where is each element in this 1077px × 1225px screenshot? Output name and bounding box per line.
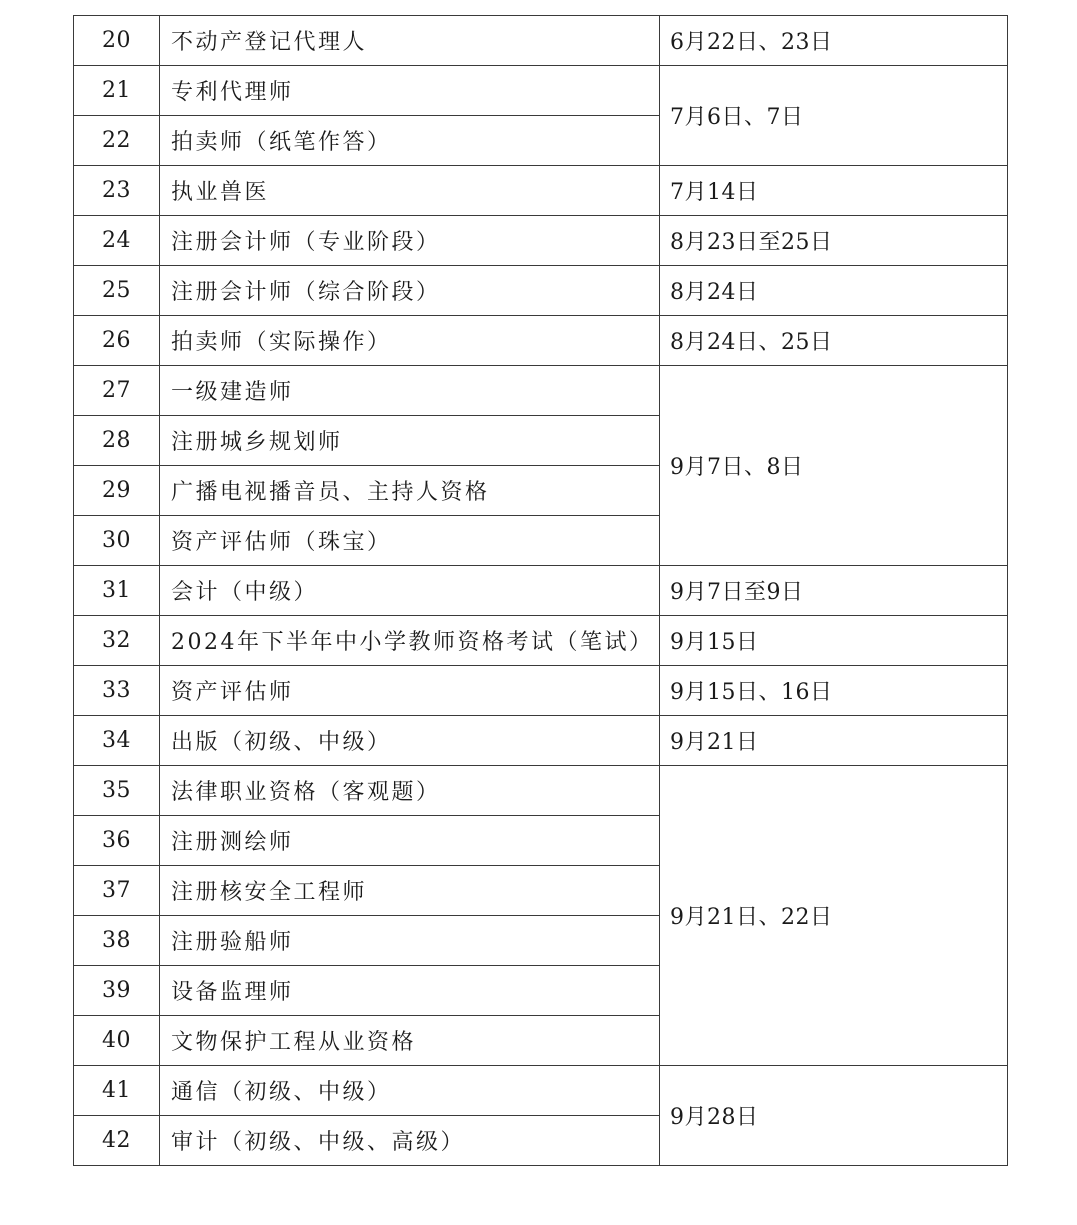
row-number: 22 <box>74 116 160 166</box>
exam-date: 9月7日、8日 <box>660 366 1008 566</box>
exam-date: 6月22日、23日 <box>660 16 1008 66</box>
exam-name: 资产评估师（珠宝） <box>160 516 660 566</box>
exam-schedule-table <box>73 15 1008 1166</box>
exam-name: 出版（初级、中级） <box>160 716 660 766</box>
exam-date: 8月24日、25日 <box>660 316 1008 366</box>
row-number: 30 <box>74 516 160 566</box>
exam-date: 9月15日 <box>660 616 1008 666</box>
row-number: 27 <box>74 366 160 416</box>
table-row <box>74 316 1008 366</box>
exam-name: 拍卖师（纸笔作答） <box>160 116 660 166</box>
exam-date: 7月6日、7日 <box>660 66 1008 166</box>
table-row <box>74 366 1008 416</box>
exam-name: 通信（初级、中级） <box>160 1066 660 1116</box>
exam-date: 9月21日 <box>660 716 1008 766</box>
row-number: 39 <box>74 966 160 1016</box>
exam-date: 7月14日 <box>660 166 1008 216</box>
exam-date: 9月28日 <box>660 1066 1008 1166</box>
row-number: 38 <box>74 916 160 966</box>
exam-date: 9月15日、16日 <box>660 666 1008 716</box>
table-row <box>74 66 1008 116</box>
row-number: 32 <box>74 616 160 666</box>
exam-name: 资产评估师 <box>160 666 660 716</box>
table-row <box>74 266 1008 316</box>
table-row <box>74 1066 1008 1116</box>
row-number: 29 <box>74 466 160 516</box>
exam-name: 注册城乡规划师 <box>160 416 660 466</box>
exam-date: 8月24日 <box>660 266 1008 316</box>
exam-name: 注册测绘师 <box>160 816 660 866</box>
row-number: 42 <box>74 1116 160 1166</box>
exam-name: 注册验船师 <box>160 916 660 966</box>
row-number: 35 <box>74 766 160 816</box>
exam-name: 2024年下半年中小学教师资格考试（笔试） <box>160 616 660 666</box>
exam-name: 广播电视播音员、主持人资格 <box>160 466 660 516</box>
row-number: 40 <box>74 1016 160 1066</box>
row-number: 41 <box>74 1066 160 1116</box>
table-row <box>74 616 1008 666</box>
exam-name: 专利代理师 <box>160 66 660 116</box>
row-number: 23 <box>74 166 160 216</box>
table-row <box>74 716 1008 766</box>
row-number: 37 <box>74 866 160 916</box>
exam-name: 法律职业资格（客观题） <box>160 766 660 816</box>
row-number: 34 <box>74 716 160 766</box>
exam-name: 不动产登记代理人 <box>160 16 660 66</box>
exam-name: 会计（中级） <box>160 566 660 616</box>
exam-name: 拍卖师（实际操作） <box>160 316 660 366</box>
exam-name: 注册会计师（综合阶段） <box>160 266 660 316</box>
exam-name: 注册核安全工程师 <box>160 866 660 916</box>
table-row <box>74 16 1008 66</box>
row-number: 33 <box>74 666 160 716</box>
exam-schedule-body <box>74 16 1008 1166</box>
exam-name: 文物保护工程从业资格 <box>160 1016 660 1066</box>
row-number: 26 <box>74 316 160 366</box>
row-number: 20 <box>74 16 160 66</box>
row-number: 24 <box>74 216 160 266</box>
exam-name: 一级建造师 <box>160 366 660 416</box>
row-number: 36 <box>74 816 160 866</box>
exam-name: 审计（初级、中级、高级） <box>160 1116 660 1166</box>
row-number: 28 <box>74 416 160 466</box>
exam-name: 注册会计师（专业阶段） <box>160 216 660 266</box>
table-row <box>74 766 1008 816</box>
table-row <box>74 216 1008 266</box>
table-row <box>74 566 1008 616</box>
exam-date: 9月7日至9日 <box>660 566 1008 616</box>
row-number: 25 <box>74 266 160 316</box>
exam-name: 设备监理师 <box>160 966 660 1016</box>
exam-date: 8月23日至25日 <box>660 216 1008 266</box>
row-number: 31 <box>74 566 160 616</box>
exam-date: 9月21日、22日 <box>660 766 1008 1066</box>
table-row <box>74 166 1008 216</box>
table-row <box>74 666 1008 716</box>
row-number: 21 <box>74 66 160 116</box>
exam-name: 执业兽医 <box>160 166 660 216</box>
